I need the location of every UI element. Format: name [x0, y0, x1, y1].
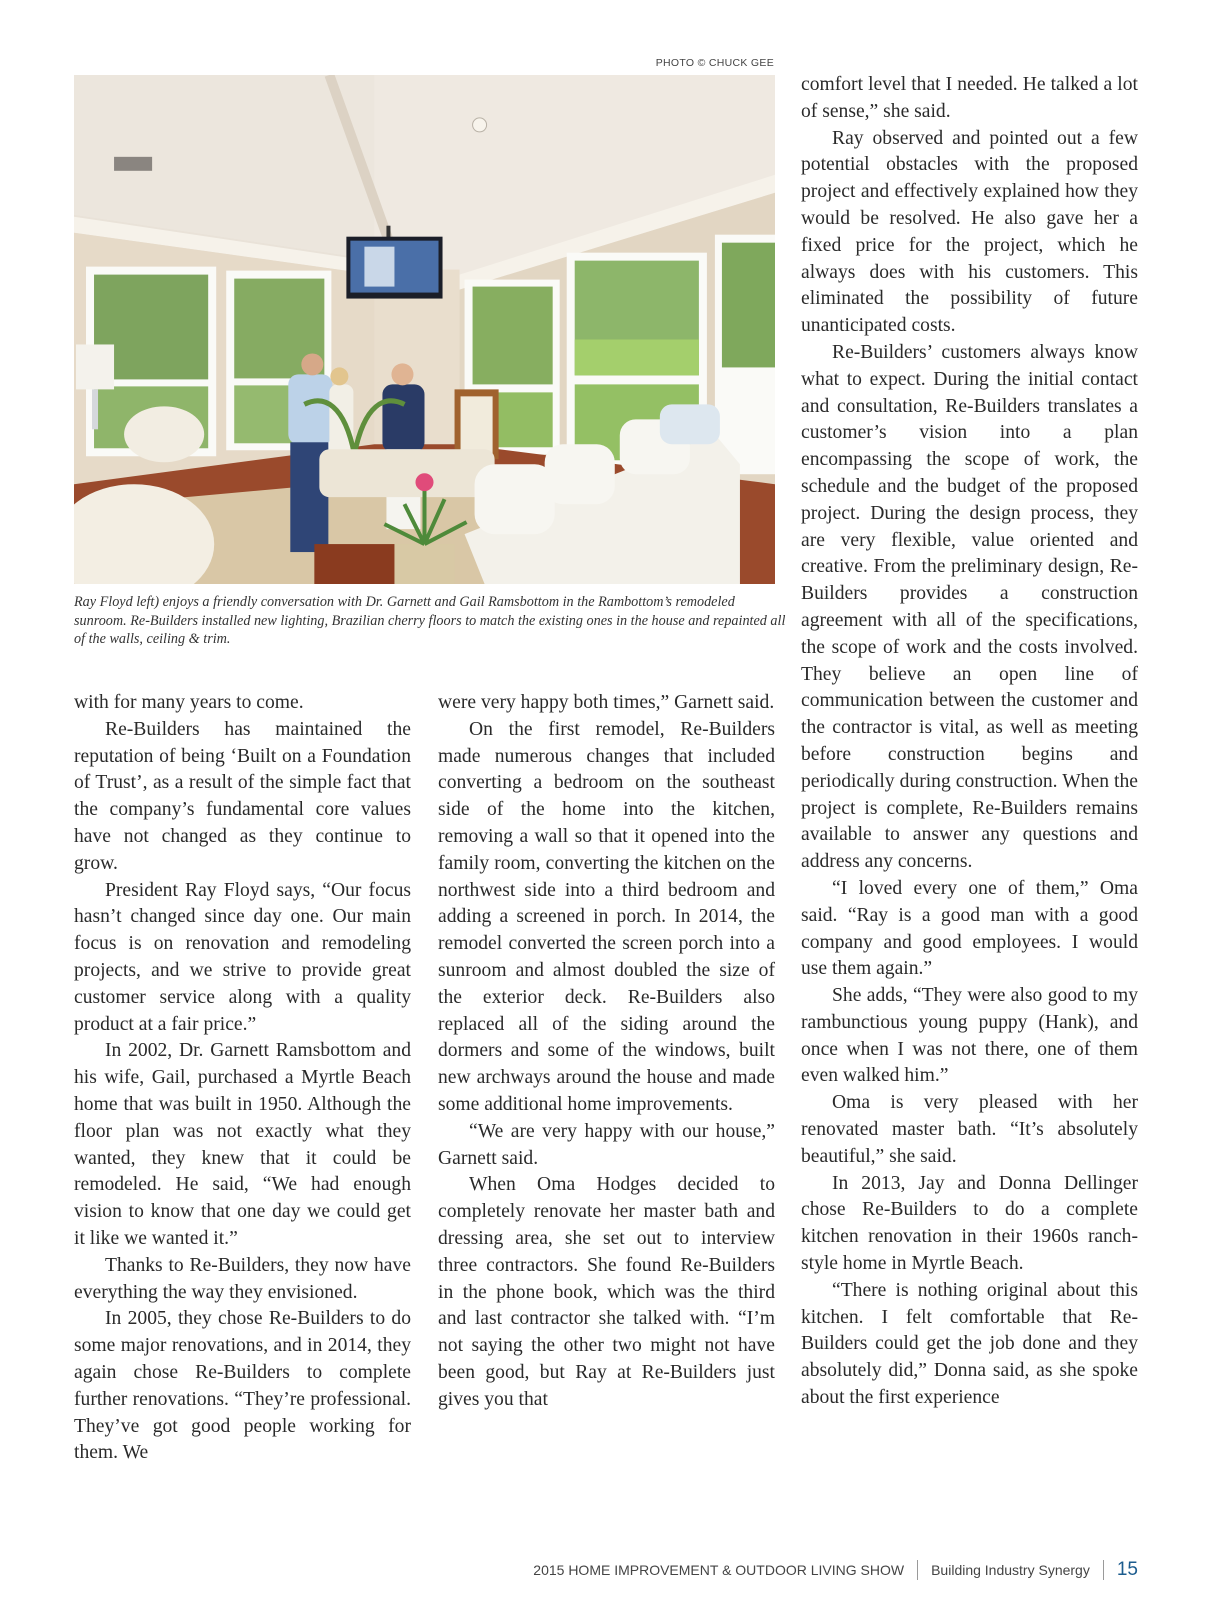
- article-paragraph: In 2005, they chose Re-Builders to do some major renovations, and in 2014, they again chose Re-Builders to complete further renovations. “They’re professional. They’ve got good people working for them. We: [74, 1308, 411, 1464]
- article-paragraph: were very happy both times,” Garnett said.: [438, 692, 775, 713]
- footer-divider: [1103, 1560, 1104, 1580]
- page-footer: [480, 1558, 1138, 1582]
- sunroom-photo: [74, 75, 775, 584]
- article-column-1: [74, 690, 411, 1467]
- article-paragraph: In 2013, Jay and Donna Dellinger chose Re-Builders to do a complete kitchen renovation in their 1960s ranch-style home in Myrtle Beach.: [801, 1172, 1138, 1275]
- person-left-shirt: [288, 374, 332, 444]
- article-column-2: [438, 690, 775, 1414]
- publication-title: 2015 HOME IMPROVEMENT & OUTDOOR LIVING SHOW: [533, 1562, 905, 1578]
- article-paragraph: Re-Builders has maintained the reputation of being ‘Built on a Foundation of Trust’, as a result of the simple fact that the company’s fundamental core values have not changed as they continue to grow.: [74, 718, 411, 874]
- article-column-3: [801, 72, 1138, 1412]
- bromeliad-flower: [415, 473, 433, 491]
- sunroom-photo-illustration: [74, 75, 775, 584]
- article-paragraph: On the first remodel, Re-Builders made numerous changes that included converting a bedroom on the southeast side of the home into the kitchen, removing a wall so that it opened into the family room, converting the kitchen on the northwest side into a third bedroom and adding a screened in porch. In 2014, the remodel converted the screen porch into a sunroom and almost doubled the size of the exterior deck. Re-Builders also replaced all of the siding around the dormers and some of the windows, built new archways around the house and made some additional home improvements.: [438, 718, 775, 1115]
- article-paragraph: “I loved every one of them,” Oma said. “Ray is a good man with a good company and good employees. I would use them again.”: [801, 877, 1138, 980]
- lamp: [76, 344, 114, 389]
- article-paragraph: Ray observed and pointed out a few potential obstacles with the proposed project and effectively explained how they would be resolved. He also gave her a fixed price for the project, which he always does with his customers. This eliminated the possibility of future unanticipated costs.: [801, 127, 1138, 337]
- article-paragraph: When Oma Hodges decided to completely renovate her master bath and dressing area, she set out to interview three contractors. She found Re-Builders in the phone book, which was the third and last contractor she talked with. “I’m not saying the other two might not have been good, but Ray at Re-Builders just gives you that: [438, 1174, 775, 1410]
- article-paragraph: President Ray Floyd says, “Our focus hasn’t changed since day one. Our main focus is on renovation and remodeling projects, and we strive to provide great customer service along with a quality product at a fair price.”: [74, 879, 411, 1035]
- air-vent: [114, 157, 152, 171]
- page-number: 15: [1116, 1559, 1138, 1580]
- ceiling-light: [473, 118, 487, 132]
- person-right-shirt: [382, 384, 424, 452]
- article-paragraph: “There is nothing original about this kitchen. I felt comfortable that Re-Builders could get the job done and they absolutely did,” Donna said, as she spoke about the first experience: [801, 1279, 1138, 1409]
- article-paragraph: She adds, “They were also good to my rambunctious young puppy (Hank), and once when I was not there, one of them even walked him.”: [801, 985, 1138, 1087]
- section-title: Building Industry Synergy: [931, 1562, 1090, 1578]
- article-paragraph: comfort level that I needed. He talked a lot of sense,” she said.: [801, 74, 1138, 122]
- ottoman: [319, 449, 494, 497]
- article-paragraph: Oma is very pleased with her renovated master bath. “It’s absolutely beautiful,” she said.: [801, 1092, 1138, 1167]
- article-paragraph: Re-Builders’ customers always know what to expect. During the initial contact and consultation, Re-Builders translates a customer’s vision into a plan encompassing the scope of work, the schedule and the budget of the proposed project. During the design process, they are very flexible, value oriented and creative. From the preliminary design, Re-Builders provides a construction agreement with all of the specifications, the scope of work and the costs involved. They believe an open line of communication between the customer and the contractor is vital, as well as meeting before construction begins and periodically during construction. When the project is complete, Re-Builders remains available to answer any questions and address any concerns.: [801, 341, 1138, 873]
- article-paragraph: “We are very happy with our house,” Garnett said.: [438, 1120, 775, 1169]
- photo-credit: PHOTO © CHUCK GEE: [655, 57, 774, 69]
- article-paragraph: with for many years to come.: [74, 692, 304, 713]
- footer-divider: [917, 1560, 918, 1580]
- photo-caption: Ray Floyd left) enjoys a friendly conversation with Dr. Garnett and Gail Ramsbottom in the Rambottom’s remodeled sunroom. Re-Builders installed new lighting, Brazilian cherry floors to match the existing ones in the house and repainted all of the walls, ceiling & trim.: [74, 594, 786, 647]
- article-paragraph: In 2002, Dr. Garnett Ramsbottom and his wife, Gail, purchased a Myrtle Beach home that was built in 1950. Although the floor plan was not exactly what they wanted, they knew that it could be remodeled. He said, “We had enough vision to know that one day we could get it like we wanted it.”: [74, 1040, 411, 1249]
- plant-pot: [394, 544, 454, 584]
- article-paragraph: Thanks to Re-Builders, they now have everything the way they envisioned.: [74, 1254, 411, 1303]
